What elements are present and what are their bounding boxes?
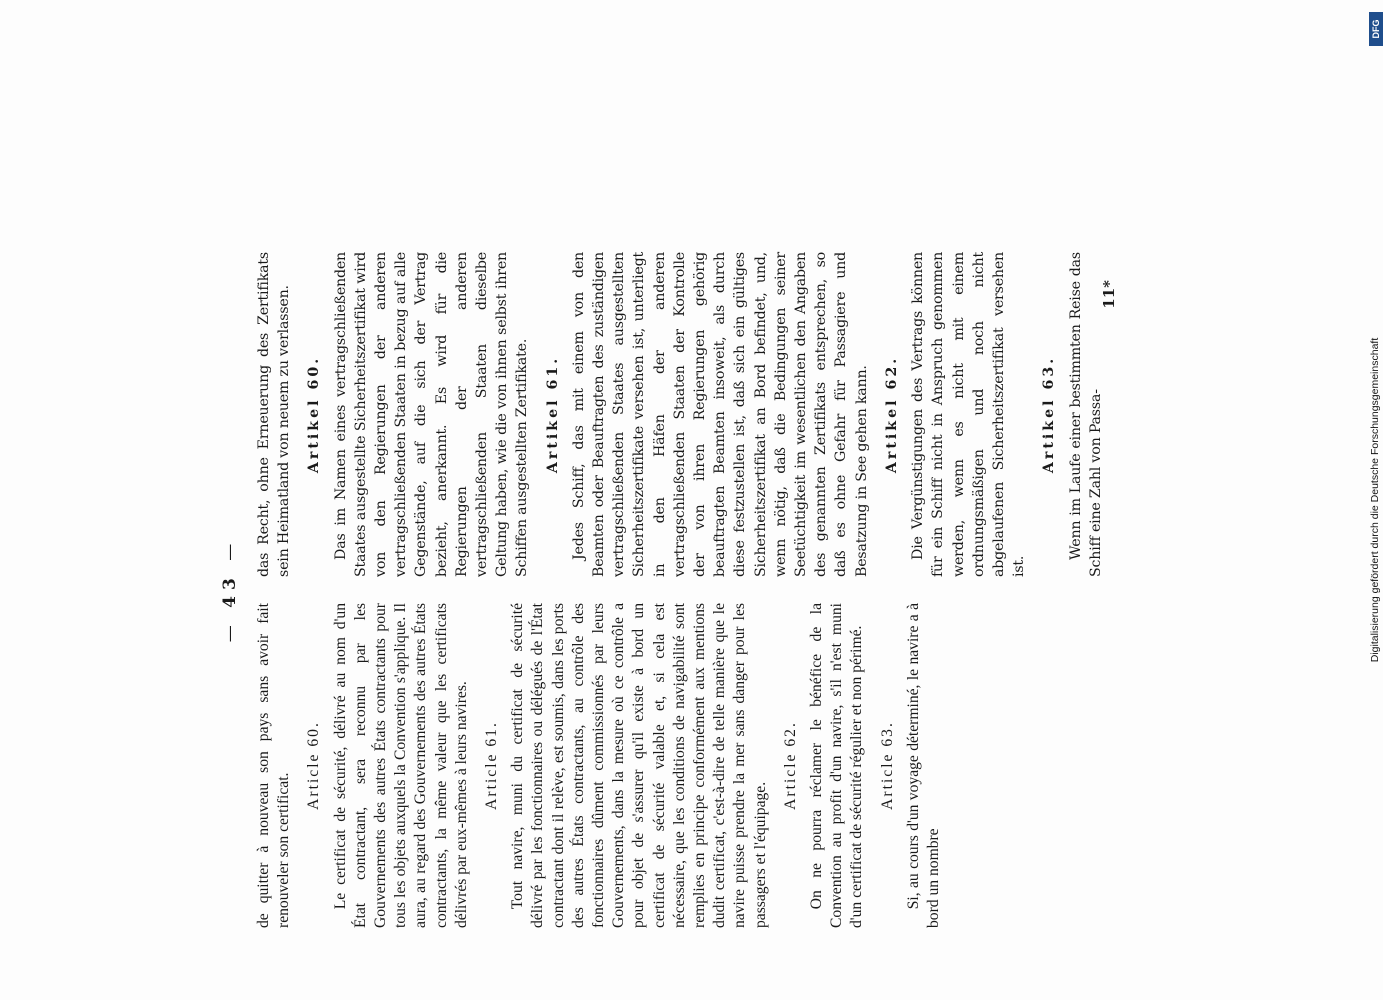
french-article-61-text: Tout navire, muni du certificat de sécurité délivré par les fonctionnaires ou délégués de l'État contractant dont il relève, est soumis, dans les ports des autres États contractants, au contrôle des fonctionnaires dûment commissionnés par leurs Gouvernements, dans la mesure où ce contrôle a pour objet de s'assurer qu'il existe à bord un certificat de sécurité valable et, si cela est nécessaire, que les conditions de navigabilité sont remplies en principe conformément aux mentions dudit certificat, c'est-à-dire de telle manière que le navire puisse prendre la mer sans danger pour les passagers et l'équipage. bbox=[509, 603, 769, 928]
text-columns bbox=[254, 252, 1104, 928]
german-article-63-text: Wenn im Laufe einer bestimmten Reise das Schiff eine Zahl von Passa- bbox=[1067, 252, 1104, 577]
funding-note bbox=[1361, 10, 1383, 990]
french-article-60-text: Le certificat de sécurité, délivré au nom d'un État contractant, sera reconnu par les Gouvernements des autres États contractants pour tous les objets auxquels la Convention s'applique. Il aura, au regard des Gouvernements des autres États contractants, la même valeur que les certificats délivrés par eux-mêmes à leurs navires. bbox=[331, 603, 470, 928]
page-header: — 43 — bbox=[220, 537, 240, 643]
german-article-61-text: Jedes Schiff, das mit einem von den Beamten oder Beauftragten des zuständigen vertragschließenden Staates ausgestellten Sicherheitszertifikate versehen ist, unterliegt in den Häfen der anderen vertragschließenden Staaten der Kontrolle der von ihren Regierungen gehörig beauftragten Beamten insoweit, als durch diese festzustellen ist, daß sich ein gültiges Sicherheitszertifikat an Bord befindet, und, wenn nötig, daß die Bedingungen seiner Seetüchtigkeit im wesentlichen den Angaben des genannten Zertifikats entsprechen, so daß es ohne Gefahr für Passagiere und Besatzung in See gehen kann. bbox=[570, 252, 870, 577]
german-column bbox=[254, 252, 1104, 577]
french-article-62-text: On ne pourra réclamer le bénéfice de la Convention au profit d'un navire, s'il n'est muni d'un certificat de sécurité régulier et non périmé. bbox=[808, 603, 866, 928]
dfg-logo-text: DFG bbox=[1371, 19, 1381, 39]
german-article-61-heading: Artikel 61. bbox=[544, 355, 561, 474]
page-number: 43 bbox=[220, 572, 240, 608]
french-article-61-heading: Article 61. bbox=[483, 721, 501, 810]
german-article-60-text: Das im Namen eines vertragschließenden Staates ausgestellte Sicherheitszertifikat wird von den Regierungen der anderen vertragschließenden Staaten in bezug auf alle Gegenstände, auf die sich der Vertrag bezieht, anerkannt. Es wird für die Regierungen der anderen vertragschließenden Staaten dieselbe Geltung haben, wie die von ihnen selbst ihren Schiffen ausgestellten Zertifikate. bbox=[332, 252, 531, 577]
french-article-60-heading: Article 60. bbox=[305, 721, 323, 810]
french-article-62-heading: Article 62. bbox=[781, 721, 799, 810]
german-article-60-heading: Artikel 60. bbox=[306, 355, 323, 474]
signature-mark: 11* bbox=[1100, 280, 1118, 309]
funding-note-text: Digitalisierung gefördert durch die Deutsche Forschungsgemeinschaft bbox=[1369, 337, 1381, 663]
french-article-63-heading: Article 63. bbox=[878, 721, 896, 810]
german-intro: das Recht, ohne Erneuerung des Zertifikats sein Heimatland von neuem zu verlassen. bbox=[256, 252, 293, 577]
rotated-document-page bbox=[220, 240, 1120, 940]
french-intro: de quitter à nouveau son pays sans avoir fait renouveler son certificat. bbox=[255, 603, 293, 928]
dfg-logo bbox=[1369, 12, 1383, 46]
german-article-62-heading: Artikel 62. bbox=[883, 355, 900, 474]
french-column bbox=[254, 603, 1090, 928]
german-article-62-text: Die Vergünstigungen des Vertrags können für ein Schiff nicht in Anspruch genommen werden, wenn es nicht mit einem ordnungsmäßigen und noch nicht abgelaufenen Sicherheitszertifikat versehen ist. bbox=[910, 252, 1028, 577]
german-article-63-heading: Artikel 63. bbox=[1041, 355, 1058, 474]
french-article-63-text: Si, au cours d'un voyage déterminé, le navire a à bord un nombre bbox=[904, 603, 943, 928]
